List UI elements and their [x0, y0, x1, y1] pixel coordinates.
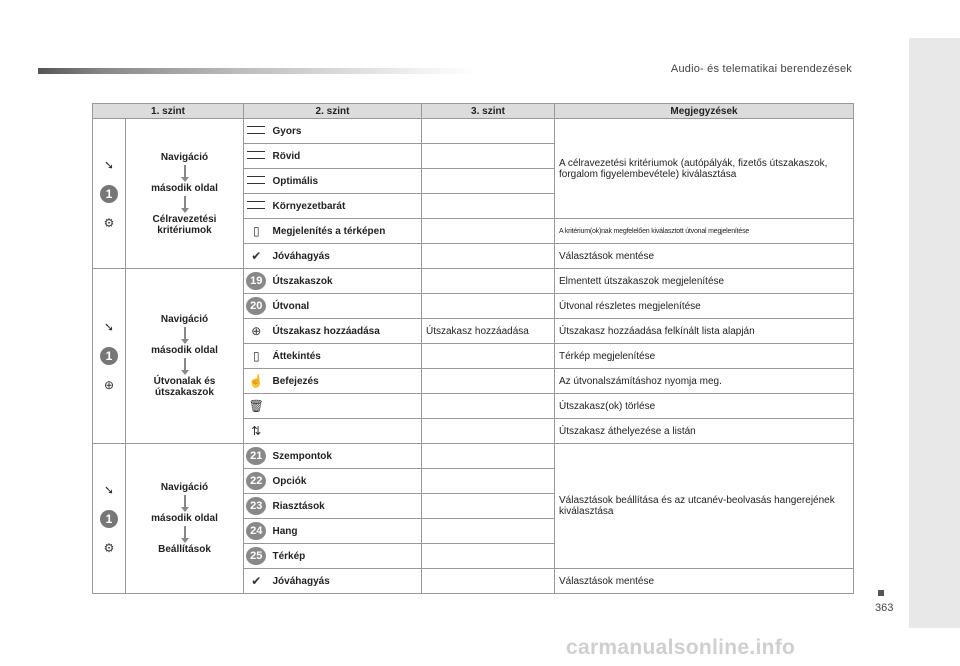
row-icon-cell [244, 144, 269, 169]
level3-cell [422, 394, 555, 419]
level2-cell [126, 119, 244, 269]
level3-cell [422, 144, 555, 169]
number-badge: 23 [246, 497, 266, 515]
down-arrow-icon [184, 358, 186, 370]
row-icon-cell [244, 444, 269, 469]
settings-gear-icon: ⚙ [103, 540, 115, 555]
row-label: Megjelenítés a térképen [269, 219, 422, 244]
note-cell: A kritérium(ok)nak megfelelően kiválasztott útvonal megjelenítése [555, 219, 854, 244]
level3-cell [422, 269, 555, 294]
row-icon-cell [244, 369, 269, 394]
row-icon-cell [244, 319, 269, 344]
level3-cell [422, 519, 555, 544]
row-icon-cell [244, 294, 269, 319]
note-cell: Útszakasz áthelyezése a listán [555, 419, 854, 444]
row-label: Útvonal [269, 294, 422, 319]
row-label: Útszakaszok [269, 269, 422, 294]
number-badge: 21 [246, 447, 266, 465]
row-label: Befejezés [269, 369, 422, 394]
note-cell: Az útvonalszámításhoz nyomja meg. [555, 369, 854, 394]
level2-text: Beállítások [158, 544, 211, 555]
level2-cell [126, 269, 244, 444]
note-cell: Választások beállítása és az utcanév-beolvasás hangerejének kiválasztása [555, 444, 854, 569]
level3-cell [422, 544, 555, 569]
add-circle-icon: ⊕ [251, 324, 262, 338]
right-margin-band [909, 38, 960, 628]
level3-cell [422, 169, 555, 194]
step-badge: 1 [100, 347, 118, 365]
level3-cell [422, 469, 555, 494]
level3-cell [422, 419, 555, 444]
note-cell: Útvonal részletes megjelenítése [555, 294, 854, 319]
step-badge: 1 [100, 185, 118, 203]
note-cell: Útszakasz(ok) törlése [555, 394, 854, 419]
table-row [93, 269, 854, 294]
row-icon-cell [244, 244, 269, 269]
down-arrow-icon [184, 495, 186, 507]
level2-text: Navigáció [160, 151, 209, 163]
table-header-row [93, 104, 854, 119]
row-icon-cell [244, 469, 269, 494]
row-icon-cell [244, 169, 269, 194]
level1-cell [93, 119, 126, 269]
row-label: Riasztások [269, 494, 422, 519]
level3-cell [422, 119, 555, 144]
level3-cell [422, 344, 555, 369]
row-label: Jóváhagyás [269, 569, 422, 594]
level3-cell [422, 369, 555, 394]
row-label: Áttekintés [269, 344, 422, 369]
note-cell: Választások mentése [555, 244, 854, 269]
row-label: Jóváhagyás [269, 244, 422, 269]
down-arrow-icon [184, 196, 186, 208]
option-bar-icon [247, 126, 265, 134]
number-badge: 24 [246, 522, 266, 540]
note-cell: Útszakasz hozzáadása felkínált lista alapján [555, 319, 854, 344]
level3-cell [422, 219, 555, 244]
level3-cell [422, 494, 555, 519]
map-icon: ▯ [252, 349, 260, 363]
row-label: Hang [269, 519, 422, 544]
navigation-arrow-icon: ➘ [103, 320, 115, 334]
row-label: Rövid [269, 144, 422, 169]
level2-text: második oldal [151, 345, 218, 356]
level3-cell: Útszakasz hozzáadása [422, 319, 555, 344]
row-label: Optimális [269, 169, 422, 194]
page-number: 363 [875, 602, 894, 614]
row-label: Gyors [269, 119, 422, 144]
level3-cell [422, 194, 555, 219]
row-icon-cell [244, 494, 269, 519]
level3-cell [422, 294, 555, 319]
trash-icon: 🗑 [248, 399, 264, 413]
level2-text: Útvonalak és útszakaszok [153, 376, 216, 398]
map-icon: ▯ [252, 224, 260, 238]
level1-cell [93, 444, 126, 594]
level3-cell [422, 244, 555, 269]
note-cell: A célravezetési kritériumok (autópályák, fizetős útszakaszok, forgalom figyelembevétele) kiválasztása [555, 119, 854, 219]
down-arrow-icon [184, 526, 186, 538]
level2-cell [126, 444, 244, 594]
note-cell: Elmentett útszakaszok megjelenítése [555, 269, 854, 294]
row-icon-cell [244, 544, 269, 569]
row-icon-cell [244, 419, 269, 444]
row-icon-cell [244, 219, 269, 244]
row-icon-cell [244, 569, 269, 594]
row-label: Térkép [269, 544, 422, 569]
route-icon: ⊕ [103, 378, 115, 392]
row-label [269, 419, 422, 444]
row-icon-cell [244, 519, 269, 544]
level2-text: Navigáció [160, 314, 209, 325]
row-label: Környezetbarát [269, 194, 422, 219]
column-header: 2. szint [244, 104, 422, 119]
page-marker [878, 590, 884, 596]
down-arrow-icon [184, 165, 186, 177]
table-row [93, 119, 854, 144]
row-label: Szempontok [269, 444, 422, 469]
row-icon-cell [244, 394, 269, 419]
level3-cell [422, 444, 555, 469]
column-header: 1. szint [93, 104, 244, 119]
level3-cell [422, 569, 555, 594]
table-row [93, 444, 854, 469]
column-header: 3. szint [422, 104, 555, 119]
row-label: Útszakasz hozzáadása [269, 319, 422, 344]
row-label: Opciók [269, 469, 422, 494]
down-arrow-icon [184, 327, 186, 339]
level2-text: második oldal [151, 182, 218, 194]
navigation-arrow-icon: ➘ [103, 482, 115, 497]
number-badge: 25 [246, 547, 266, 565]
level2-text: Navigáció [160, 482, 209, 493]
row-icon-cell [244, 344, 269, 369]
page-header-title: Audio- és telematikai berendezések [670, 63, 852, 75]
hand-press-icon: ☝ [248, 374, 264, 388]
level2-text: Célravezetési kritériumok [152, 213, 217, 236]
navigation-arrow-icon: ➘ [103, 157, 115, 172]
settings-gear-icon: ⚙ [103, 215, 115, 230]
checkmark-icon: ✔ [251, 249, 262, 263]
watermark: carmanualsonline.info [566, 636, 796, 659]
step-badge: 1 [100, 510, 118, 528]
level1-cell [93, 269, 126, 444]
option-bar-icon [247, 151, 265, 159]
header-gradient-bar [38, 68, 478, 74]
move-reorder-icon: ⇅ [251, 424, 262, 438]
level2-text: második oldal [151, 513, 218, 524]
settings-table [92, 103, 854, 594]
row-icon-cell [244, 194, 269, 219]
number-badge: 19 [246, 272, 266, 290]
row-icon-cell [244, 119, 269, 144]
option-bar-icon [247, 176, 265, 184]
note-cell: Választások mentése [555, 569, 854, 594]
row-icon-cell [244, 269, 269, 294]
number-badge: 20 [246, 297, 266, 315]
number-badge: 22 [246, 472, 266, 490]
checkmark-icon: ✔ [251, 574, 262, 588]
note-cell: Térkép megjelenítése [555, 344, 854, 369]
option-bar-icon [247, 201, 265, 209]
column-header: Megjegyzések [555, 104, 854, 119]
row-label [269, 394, 422, 419]
